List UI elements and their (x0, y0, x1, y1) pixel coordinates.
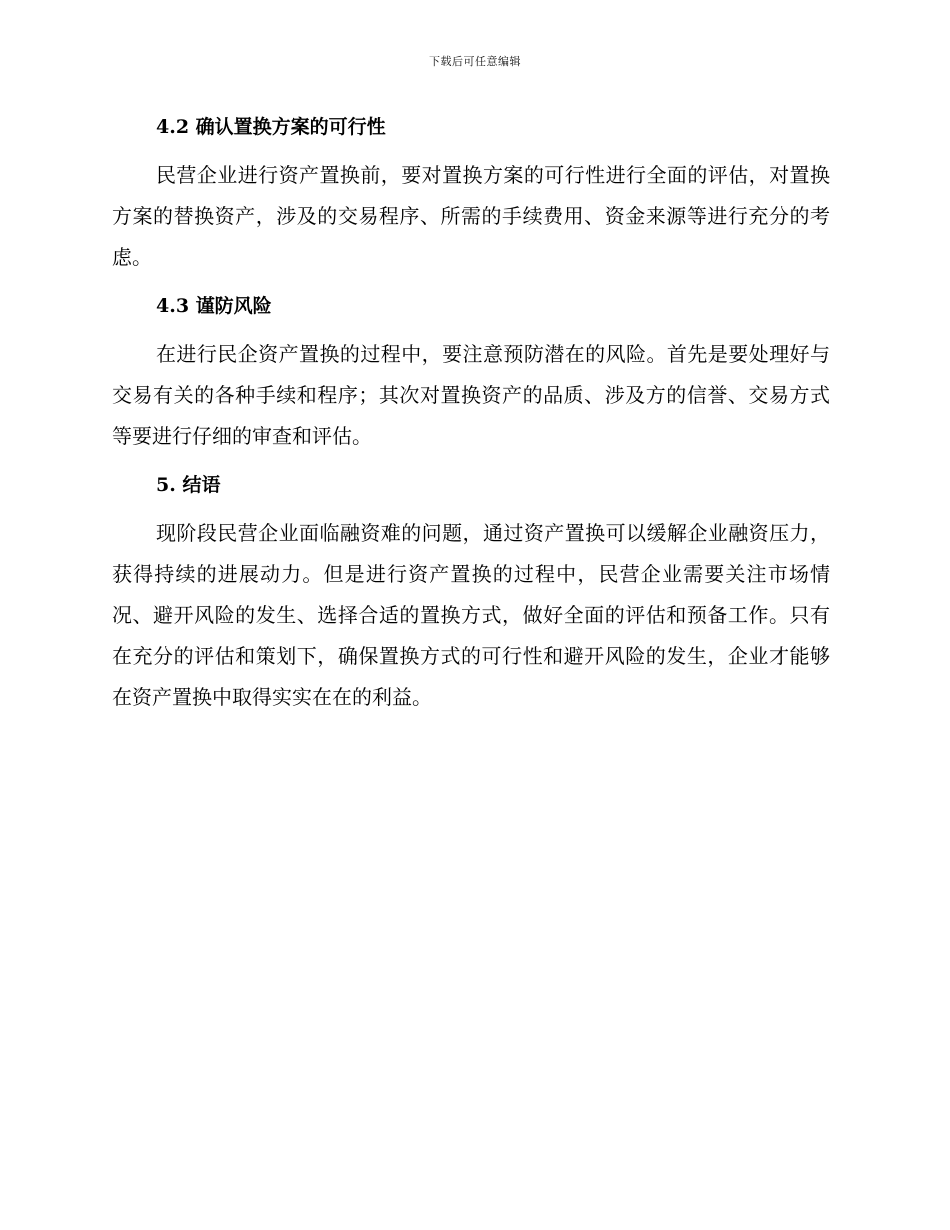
section-4-2 (112, 108, 830, 278)
document-body (112, 108, 830, 718)
section-heading: 4.3 谨防风险 (156, 295, 272, 317)
section-paragraph: 在进行民企资产置换的过程中，要注意预防潜在的风险。首先是要处理好与交易有关的各种手续和程序；其次对置换资产的品质、涉及方的信誉、交易方式等要进行仔细的审查和评估。 (112, 342, 830, 448)
section-4-3 (112, 287, 830, 457)
section-paragraph: 民营企业进行资产置换前，要对置换方案的可行性进行全面的评估，对置换方案的替换资产，涉及的交易程序、所需的手续费用、资金来源等进行充分的考虑。 (112, 163, 830, 269)
section-5-conclusion (112, 466, 830, 718)
section-heading: 4.2 确认置换方案的可行性 (156, 116, 386, 138)
page-header-note: 下载后可任意编辑 (429, 55, 521, 68)
section-heading: 5. 结语 (156, 474, 221, 496)
section-paragraph: 现阶段民营企业面临融资难的问题，通过资产置换可以缓解企业融资压力，获得持续的进展动力。但是进行资产置换的过程中，民营企业需要关注市场情况、避开风险的发生、选择合适的置换方式，做好全面的评估和预备工作。只有在充分的评估和策划下，确保置换方式的可行性和避开风险的发生，企业才能够在资产置换中取得实实在在的利益。 (112, 521, 830, 709)
